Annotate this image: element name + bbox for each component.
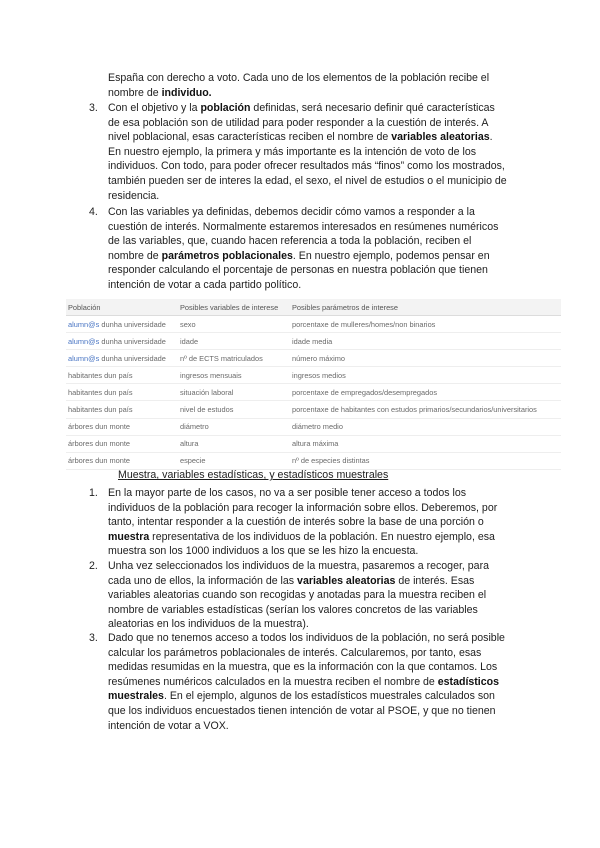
- cell-variable: nivel de estudos: [178, 401, 290, 418]
- cell-parametro: porcentaxe de mulleres/homes/non binarios: [290, 316, 561, 333]
- cell-poblacion: árbores dun monte: [66, 418, 178, 435]
- table-row: [66, 452, 561, 469]
- table-row: [66, 384, 561, 401]
- cell-parametro: nº de especies distintas: [290, 452, 561, 469]
- cell-parametro: ingresos medios: [290, 367, 561, 384]
- header-parametros: Posibles parámetros de interese: [290, 299, 561, 316]
- email-link[interactable]: alumn@s: [68, 336, 100, 346]
- list-item-3-poblacion: 3. Con el objetivo y la población definidas, será necesario definir qué características de esa población son de utilidad para poder responder a la cuestión de interés. A nivel poblacional, esas características reciben el nombre de variables aleatorias. En nuestro ejemplo, la primera y más importante es la intención de voto de los individuos. Con todo, para poder ofrecer resultados más “finos” como los mostrados, también pueden ser de interes la edad, el sexo, el nivel de estudios o el municipio de residencia.: [89, 102, 507, 202]
- list-item-2-variables-estadisticas: 2. Unha vez seleccionados los individuos de la muestra, pasaremos a recoger, para cada uno de ellos, la información de las variables aleatorias de interés. Esas variables aleatorias cuando son recogidas y anotadas para la muestra reciben el nombre de variables estadísticas (serían los valores concretos de las variables aleatorias en los individuos de la muestra).: [89, 560, 489, 631]
- cell-parametro: porcentaxe de empregados/desempregados: [290, 384, 561, 401]
- intro-paragraph: España con derecho a voto. Cada uno de los elementos de la población recibe el nombre de individuo.: [108, 72, 490, 99]
- table-row: [66, 333, 561, 350]
- email-link[interactable]: alumn@s: [68, 319, 100, 329]
- table-body: [66, 316, 561, 470]
- cell-variable: idade: [178, 333, 290, 350]
- list-item-1-muestra: 1. En la mayor parte de los casos, no va a ser posible tener acceso a todos los individuos de la población para recoger la información sobre ellos. Deberemos, por tanto, intentar responder a la cuestión de interés sobre la base de una porción o muestra representativa de los individuos de la población. En nuestro ejemplo, esa muestra son los 1000 individuos a los que se les hizo la encuesta.: [89, 487, 498, 558]
- section-heading: Muestra, variables estadísticas, y estadísticos muestrales: [118, 469, 389, 481]
- cell-parametro: altura máxima: [290, 435, 561, 452]
- table-row: [66, 316, 561, 333]
- table-row: [66, 435, 561, 452]
- table-header-row: [66, 299, 561, 316]
- email-link[interactable]: alumn@s: [68, 353, 100, 363]
- table-row: [66, 350, 561, 367]
- cell-parametro: número máximo: [290, 350, 561, 367]
- cell-poblacion: árbores dun monte: [66, 435, 178, 452]
- cell-variable: diámetro: [178, 418, 290, 435]
- cell-parametro: idade media: [290, 333, 561, 350]
- cell-poblacion: alumn@s dunha universidade: [66, 350, 178, 367]
- cell-poblacion: habitantes dun país: [66, 367, 178, 384]
- cell-variable: sexo: [178, 316, 290, 333]
- cell-parametro: diámetro medio: [290, 418, 561, 435]
- cell-variable: nº de ECTS matriculados: [178, 350, 290, 367]
- cell-poblacion: habitantes dun país: [66, 384, 178, 401]
- cell-variable: ingresos mensuais: [178, 367, 290, 384]
- header-variables: Posibles variables de interese: [178, 299, 290, 316]
- cell-variable: especie: [178, 452, 290, 469]
- cell-poblacion: habitantes dun país: [66, 401, 178, 418]
- header-poblacion: Población: [66, 299, 178, 316]
- cell-poblacion: árbores dun monte: [66, 452, 178, 469]
- table-row: [66, 401, 561, 418]
- cell-poblacion: alumn@s dunha universidade: [66, 316, 178, 333]
- cell-variable: situación laboral: [178, 384, 290, 401]
- list-item-3-estadisticos: 3. Dado que no tenemos acceso a todos los individuos de la población, no será posible calcular los parámetros poblacionales de interés. Calcularemos, por tanto, esas medidas resumidas en la muestra, que es la información con la que contamos. Los resúmenes numéricos calculados en la muestra reciben el nombre de estadísticos muestrales. En el ejemplo, algunos de los estadísticos muestrales calculados son que los individuos encuestados tienen intención de votar al PSOE, y que no tienen intención de votar a VOX.: [89, 632, 505, 732]
- population-table: [66, 299, 561, 470]
- cell-variable: altura: [178, 435, 290, 452]
- table-row: [66, 367, 561, 384]
- table-row: [66, 418, 561, 435]
- cell-poblacion: alumn@s dunha universidade: [66, 333, 178, 350]
- list-item-4-variables: 4. Con las variables ya definidas, debemos decidir cómo vamos a responder a la cuestión de interés. Normalmente estaremos interesados en resúmenes numéricos de las variables, que, cuando hacen referencia a toda la población, reciben el nombre de parámetros poblacionales. En nuestro ejemplo, podemos pensar en responder calculando el porcentaje de personas en nuestra población que tienen intención de votar a cada partido político.: [89, 206, 499, 291]
- cell-parametro: porcentaxe de habitantes con estudos primarios/secundarios/universitarios: [290, 401, 561, 418]
